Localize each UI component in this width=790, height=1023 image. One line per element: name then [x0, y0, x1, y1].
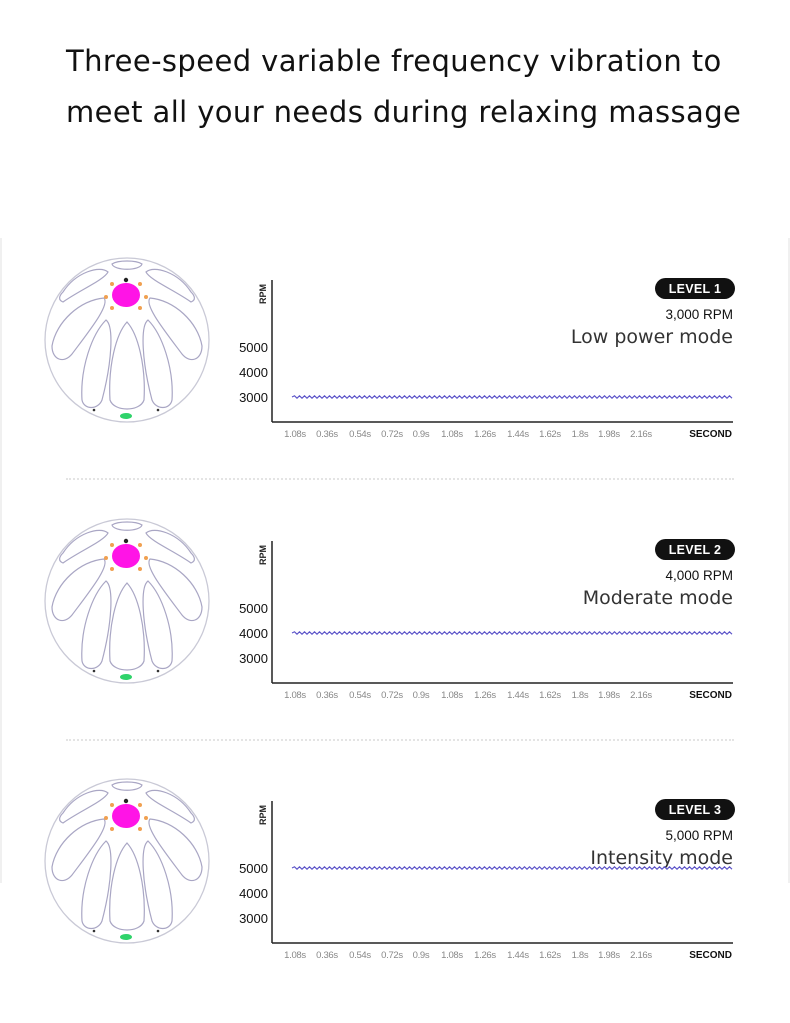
x-tick-label: 1.62s: [539, 950, 561, 961]
indicator-dot-orange: [144, 816, 148, 820]
ball-outline: [45, 258, 209, 422]
ball-outline: [45, 519, 209, 683]
ball-mark: [157, 409, 160, 412]
level-chart-svg: [0, 250, 790, 500]
level-chart-svg: [0, 771, 790, 1021]
indicator-dot-orange: [104, 816, 108, 820]
ball-mark: [93, 670, 96, 673]
level-card: [0, 771, 790, 1021]
massage-ball-illustration: [45, 519, 209, 683]
level-chart-svg: [0, 511, 790, 761]
x-tick-label: 2.16s: [630, 950, 652, 961]
indicator-dot-orange: [138, 282, 142, 286]
y-tick-label: 4000: [239, 626, 268, 641]
y-axis-title: RPM: [258, 805, 268, 825]
level-card: [0, 250, 790, 500]
indicator-dot-orange: [138, 306, 142, 310]
indicator-dot-orange: [110, 306, 114, 310]
x-tick-label: 0.54s: [349, 690, 371, 701]
x-tick-label: 1.08s: [284, 429, 306, 440]
x-tick-label: 1.62s: [539, 429, 561, 440]
page-headline: [66, 36, 766, 138]
mode-label: Intensity mode: [590, 847, 733, 869]
x-tick-label: 1.8s: [571, 429, 589, 440]
x-tick-label: 1.08s: [284, 950, 306, 961]
x-tick-label: 0.54s: [349, 429, 371, 440]
power-button-magenta: [112, 283, 140, 307]
ball-mark: [93, 409, 96, 412]
rpm-value-label: 5,000 RPM: [665, 828, 733, 843]
indicator-dot-black: [124, 799, 128, 803]
x-tick-label: 0.54s: [349, 950, 371, 961]
x-tick-label: 1.08s: [284, 690, 306, 701]
indicator-dot-orange: [110, 803, 114, 807]
x-tick-label: 2.16s: [630, 690, 652, 701]
mode-label: Low power mode: [570, 326, 733, 348]
indicator-dot-black: [124, 539, 128, 543]
y-tick-label: 3000: [239, 651, 268, 666]
x-tick-label: 1.98s: [598, 950, 620, 961]
x-tick-label: 0.9s: [412, 429, 430, 440]
x-tick-label: 1.98s: [598, 690, 620, 701]
x-tick-label: 0.9s: [412, 950, 430, 961]
x-tick-label: 1.62s: [539, 690, 561, 701]
x-tick-label: 1.8s: [571, 690, 589, 701]
x-axis-title: SECOND: [689, 690, 732, 701]
x-tick-label: 1.44s: [507, 950, 529, 961]
x-tick-label: 1.8s: [571, 950, 589, 961]
indicator-dot-orange: [138, 803, 142, 807]
x-tick-label: 0.9s: [412, 690, 430, 701]
y-tick-label: 3000: [239, 390, 268, 405]
x-tick-label: 1.08s: [441, 950, 463, 961]
x-tick-label: 1.98s: [598, 429, 620, 440]
level-badge-label: LEVEL 1: [668, 282, 722, 296]
x-tick-label: 0.72s: [381, 429, 403, 440]
indicator-dot-black: [124, 278, 128, 282]
ball-mark: [157, 930, 160, 933]
vibration-wave-series: [292, 396, 732, 398]
rpm-value-label: 3,000 RPM: [665, 307, 733, 322]
indicator-dot-orange: [144, 295, 148, 299]
y-tick-label: 4000: [239, 886, 268, 901]
x-axis-title: SECOND: [689, 950, 732, 961]
power-button-magenta: [112, 804, 140, 828]
level-badge-label: LEVEL 2: [668, 543, 722, 557]
y-tick-label: 5000: [239, 340, 268, 355]
indicator-dot-orange: [110, 543, 114, 547]
ball-mark: [157, 670, 160, 673]
x-tick-label: 2.16s: [630, 429, 652, 440]
headline-line-2: meet all your needs during relaxing massage: [66, 95, 742, 129]
y-tick-label: 5000: [239, 601, 268, 616]
y-axis-title: RPM: [258, 284, 268, 304]
mode-label: Moderate mode: [582, 587, 733, 609]
level-badge-label: LEVEL 3: [668, 803, 722, 817]
x-tick-label: 1.26s: [474, 429, 496, 440]
y-tick-label: 5000: [239, 861, 268, 876]
x-tick-label: 1.26s: [474, 950, 496, 961]
rpm-value-label: 4,000 RPM: [665, 568, 733, 583]
power-button-magenta: [112, 544, 140, 568]
indicator-dot-orange: [104, 556, 108, 560]
x-tick-label: 0.36s: [316, 429, 338, 440]
indicator-dot-orange: [104, 295, 108, 299]
x-tick-label: 0.36s: [316, 950, 338, 961]
status-led-green: [120, 674, 132, 680]
x-tick-label: 1.26s: [474, 690, 496, 701]
x-tick-label: 0.36s: [316, 690, 338, 701]
status-led-green: [120, 413, 132, 419]
x-tick-label: 0.72s: [381, 950, 403, 961]
indicator-dot-orange: [110, 282, 114, 286]
x-tick-label: 1.08s: [441, 429, 463, 440]
y-tick-label: 4000: [239, 365, 268, 380]
level-card: [0, 511, 790, 761]
y-tick-label: 3000: [239, 911, 268, 926]
x-tick-label: 0.72s: [381, 690, 403, 701]
indicator-dot-orange: [138, 827, 142, 831]
x-tick-label: 1.44s: [507, 429, 529, 440]
x-tick-label: 1.44s: [507, 690, 529, 701]
y-axis-title: RPM: [258, 545, 268, 565]
ball-outline: [45, 779, 209, 943]
massage-ball-illustration: [45, 258, 209, 422]
indicator-dot-orange: [110, 827, 114, 831]
massage-ball-illustration: [45, 779, 209, 943]
ball-mark: [93, 930, 96, 933]
indicator-dot-orange: [110, 567, 114, 571]
headline-line-1: Three-speed variable frequency vibration to: [66, 44, 722, 78]
indicator-dot-orange: [144, 556, 148, 560]
x-axis-title: SECOND: [689, 429, 732, 440]
indicator-dot-orange: [138, 543, 142, 547]
x-tick-label: 1.08s: [441, 690, 463, 701]
indicator-dot-orange: [138, 567, 142, 571]
vibration-wave-series: [292, 632, 732, 634]
status-led-green: [120, 934, 132, 940]
